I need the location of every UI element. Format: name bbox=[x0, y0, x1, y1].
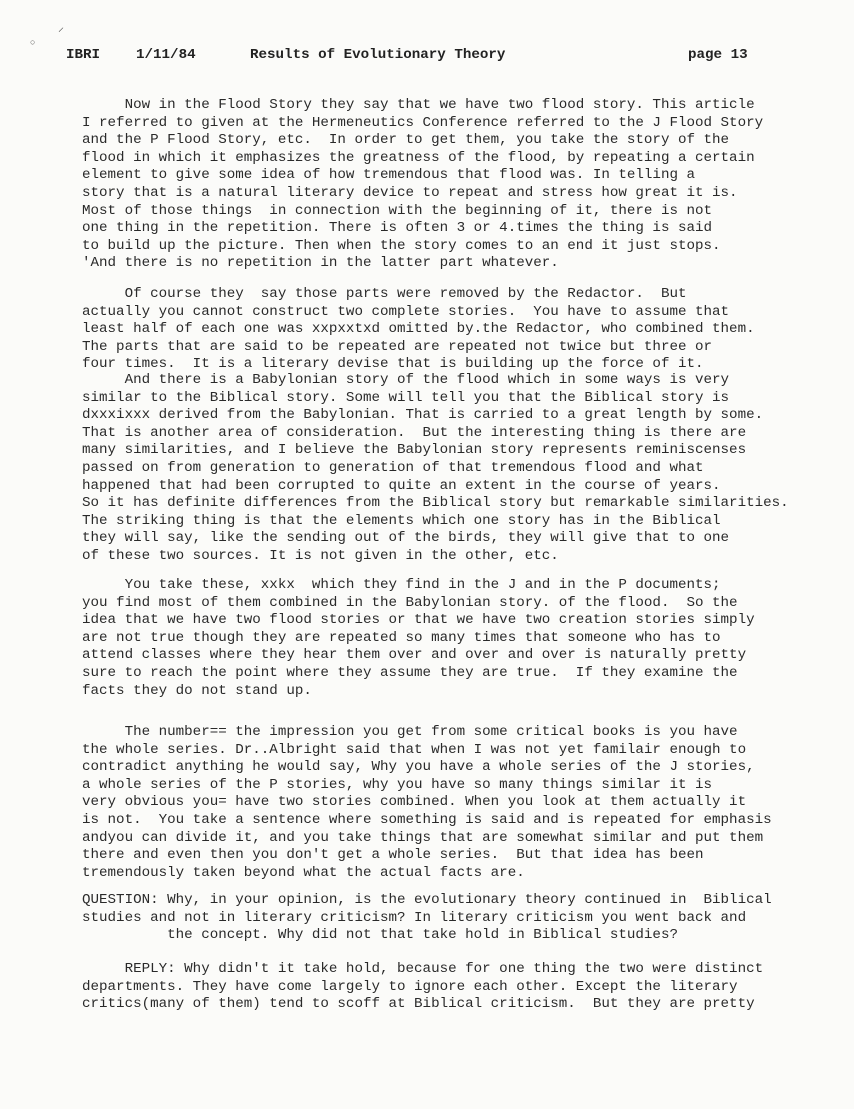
text-line: So it has definite differences from the Biblical story but remarkable similarities. bbox=[82, 495, 789, 512]
text-line: Now in the Flood Story they say that we have two flood story. This article bbox=[82, 97, 755, 113]
text-line: That is another area of consideration. But the interesting thing is there are bbox=[82, 424, 747, 441]
text-line: contradict anything he would say, Why you have a whole series of the J stories, bbox=[82, 759, 755, 776]
text-line: flood in which it emphasizes the greatness of the flood, by repeating a certain bbox=[82, 149, 755, 166]
text-line: 'And there is no repetition in the latter part whatever. bbox=[82, 255, 559, 272]
text-line: You take these, xxkx which they find in the J and in the P documents; bbox=[82, 577, 721, 593]
text-line: is not. You take a sentence where something is said and is repeated for emphasis bbox=[82, 811, 772, 828]
text-line: are not true though they are repeated so many times that someone who has to bbox=[82, 629, 721, 646]
pen-mark: ⸝ bbox=[58, 21, 65, 35]
text-line: many similarities, and I believe the Babylonian story represents reminiscenses bbox=[82, 442, 747, 459]
text-line: passed on from generation to generation of that tremendous flood and what bbox=[82, 459, 704, 476]
text-line: of these two sources. It is not given in the other, etc. bbox=[82, 547, 559, 564]
text-line: one thing in the repetition. There is often 3 or 4.times the thing is said bbox=[82, 220, 713, 237]
text-line: QUESTION: Why, in your opinion, is the evolutionary theory continued in Biblical bbox=[82, 892, 772, 908]
text-line: Of course they say those parts were removed by the Redactor. But bbox=[82, 286, 687, 302]
paragraph-babylonian bbox=[82, 372, 789, 566]
text-line: element to give some idea of how tremendous that flood was. In telling a bbox=[82, 167, 695, 184]
punch-hole-mark: ○ bbox=[30, 38, 36, 48]
text-line: they will say, like the sending out of the birds, they will give that to one bbox=[82, 530, 730, 547]
header-date: 1/11/84 bbox=[136, 47, 196, 63]
text-line: the concept. Why did not that take hold in Biblical studies? bbox=[82, 927, 678, 944]
header-title: Results of Evolutionary Theory bbox=[250, 47, 506, 63]
text-line: actually you cannot construct two complete stories. You have to assume that bbox=[82, 303, 730, 320]
text-line: very obvious you= have two stories combined. When you look at them actually it bbox=[82, 794, 747, 811]
header-page-number: page 13 bbox=[688, 47, 748, 63]
text-line: departments. They have come largely to ignore each other. Except the literary bbox=[82, 978, 738, 995]
text-line: Most of those things in connection with the beginning of it, there is not bbox=[82, 202, 713, 219]
text-line: sure to reach the point where they assume they are true. If they examine the bbox=[82, 664, 738, 681]
text-line: The striking thing is that the elements which one story has in the Biblical bbox=[82, 512, 721, 529]
text-line: REPLY: Why didn't it take hold, because for one thing the two were distinct bbox=[82, 961, 764, 977]
text-line: you find most of them combined in the Babylonian story. of the flood. So the bbox=[82, 594, 738, 611]
text-line: there and even then you don't get a whole series. But that idea has been bbox=[82, 847, 704, 864]
text-line: similar to the Biblical story. Some will tell you that the Biblical story is bbox=[82, 389, 730, 406]
text-line: and the P Flood Story, etc. In order to get them, you take the story of the bbox=[82, 132, 730, 149]
text-line: critics(many of them) tend to scoff at Biblical criticism. But they are pretty bbox=[82, 996, 755, 1013]
text-line: attend classes where they hear them over and over and over is naturally pretty bbox=[82, 647, 747, 664]
text-line: And there is a Babylonian story of the flood which in some ways is very bbox=[82, 372, 730, 388]
header-org: IBRI bbox=[66, 47, 101, 63]
text-line: happened that had been corrupted to quite an extent in the course of years. bbox=[82, 477, 721, 494]
reply bbox=[82, 961, 763, 1014]
paragraph-flood-story bbox=[82, 97, 763, 273]
text-line: to build up the picture. Then when the story comes to an end it just stops. bbox=[82, 237, 721, 254]
text-line: idea that we have two flood stories or that we have two creation stories simply bbox=[82, 612, 755, 629]
paragraph-take-these bbox=[82, 577, 755, 700]
text-line: andyou can divide it, and you take things that are somewhat similar and put them bbox=[82, 829, 764, 846]
paragraph-number bbox=[82, 724, 772, 882]
text-line: least half of each one was xxpxxtxd omitted by.the Redactor, who combined them. bbox=[82, 321, 755, 338]
text-line: dxxxixxx derived from the Babylonian. That is carried to a great length by some. bbox=[82, 407, 764, 424]
text-line: studies and not in literary criticism? In literary criticism you went back and bbox=[82, 909, 747, 926]
text-line: tremendously taken beyond what the actual facts are. bbox=[82, 864, 525, 881]
text-line: the whole series. Dr..Albright said that when I was not yet familair enough to bbox=[82, 741, 747, 758]
text-line: a whole series of the P stories, why you have so many things similar it is bbox=[82, 776, 713, 793]
text-line: The number== the impression you get from some critical books is you have bbox=[82, 724, 738, 740]
text-line: facts they do not stand up. bbox=[82, 682, 312, 699]
question bbox=[82, 892, 772, 945]
text-line: I referred to given at the Hermeneutics Conference referred to the J Flood Story bbox=[82, 114, 764, 131]
text-line: story that is a natural literary device to repeat and stress how great it is. bbox=[82, 184, 738, 201]
paragraph-redactor bbox=[82, 286, 755, 374]
text-line: four times. It is a literary devise that is building up the force of it. bbox=[82, 356, 704, 373]
text-line: The parts that are said to be repeated are repeated not twice but three or bbox=[82, 338, 713, 355]
